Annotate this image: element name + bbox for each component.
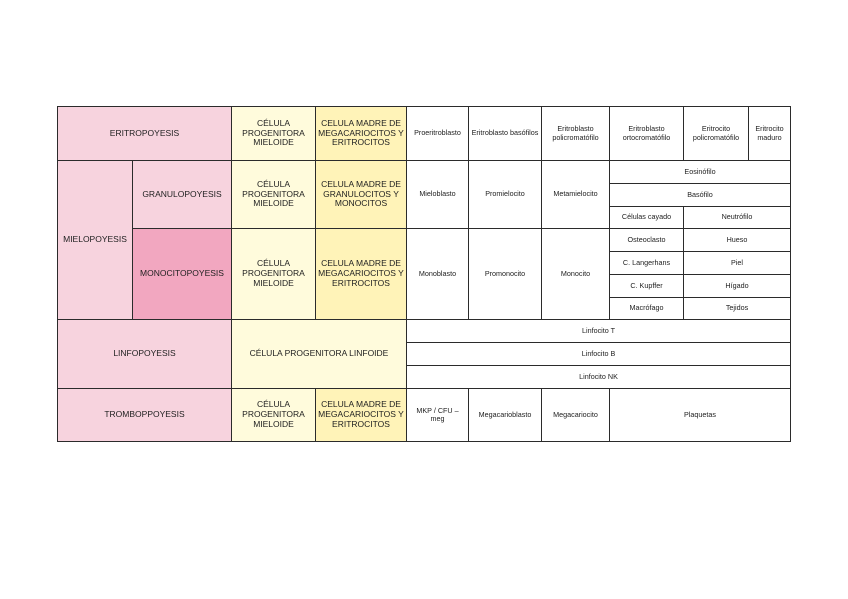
mono-stage-cell: Monoblasto [406, 228, 469, 320]
eritro-stage-cell: Eritroblasto basófilos [468, 106, 542, 161]
eritro-mother-cell: CELULA MADRE DE MEGACARIOCITOS Y ERITROCITOS [315, 106, 407, 161]
granulo-progenitor-cell: CÉLULA PROGENITORA MIELOIDE [231, 160, 316, 229]
eritropoyesis-label: ERITROPOYESIS [57, 106, 232, 161]
granulo-mother-cell: CELULA MADRE DE GRANULOCITOS Y MONOCITOS [315, 160, 407, 229]
eritro-stage-cell: Eritroblasto policromatófilo [541, 106, 610, 161]
granulopoyesis-label: GRANULOPOYESIS [132, 160, 232, 229]
mono-progenitor-cell: CÉLULA PROGENITORA MIELOIDE [231, 228, 316, 320]
trombo-progenitor-cell: CÉLULA PROGENITORA MIELOIDE [231, 388, 316, 442]
trombo-stage-cell: MKP / CFU – meg [406, 388, 469, 442]
linfocito-cell: Linfocito B [406, 342, 791, 366]
mono-mother-cell: CELULA MADRE DE MEGACARIOCITOS Y ERITROCITOS [315, 228, 407, 320]
trombo-stage-cell: Megacarioblasto [468, 388, 542, 442]
granulo-stage-cell: Mieloblasto [406, 160, 469, 229]
fate-cell: Osteoclasto [609, 228, 684, 252]
fate-tissue: Tejidos [683, 297, 791, 320]
eritro-stage-cell: Proeritroblasto [406, 106, 469, 161]
trombo-stage-cell: Megacariocito [541, 388, 610, 442]
cayado-cell: Células cayado [609, 206, 684, 229]
mielopoyesis-label: MIELOPOYESIS [57, 160, 133, 320]
eosinofilo-cell: Eosinófilo [609, 160, 791, 184]
monocitopoyesis-label: MONOCITOPOYESIS [132, 228, 232, 320]
eritro-stage-cell: Eritrocito maduro [748, 106, 791, 161]
mono-stage-cell: Promonocito [468, 228, 542, 320]
mono-stage-cell: Monocito [541, 228, 610, 320]
eritro-stage-cell: Eritroblasto ortocromatófilo [609, 106, 684, 161]
fate-tissue: Hígado [683, 274, 791, 298]
granulo-stage-cell: Promielocito [468, 160, 542, 229]
plaquetas-cell: Plaquetas [609, 388, 791, 442]
eritro-progenitor-cell: CÉLULA PROGENITORA MIELOIDE [231, 106, 316, 161]
trombo-mother-cell: CELULA MADRE DE MEGACARIOCITOS Y ERITROCITOS [315, 388, 407, 442]
linfo-progenitor-cell: CÉLULA PROGENITORA LINFOIDE [231, 319, 407, 389]
fate-cell: C. Langerhans [609, 251, 684, 275]
fate-tissue: Piel [683, 251, 791, 275]
basofilo-cell: Basófilo [609, 183, 791, 207]
linfopoyesis-label: LINFOPOYESIS [57, 319, 232, 389]
fate-cell: C. Kupffer [609, 274, 684, 298]
fate-cell: Macrófago [609, 297, 684, 320]
linfocito-cell: Linfocito NK [406, 365, 791, 389]
eritro-stage-cell: Eritrocito policromatófilo [683, 106, 749, 161]
neutrofilo-cell: Neutrófilo [683, 206, 791, 229]
granulo-stage-cell: Metamielocito [541, 160, 610, 229]
tromboppoyesis-label: TROMBOPPOYESIS [57, 388, 232, 442]
fate-tissue: Hueso [683, 228, 791, 252]
linfocito-cell: Linfocito T [406, 319, 791, 343]
